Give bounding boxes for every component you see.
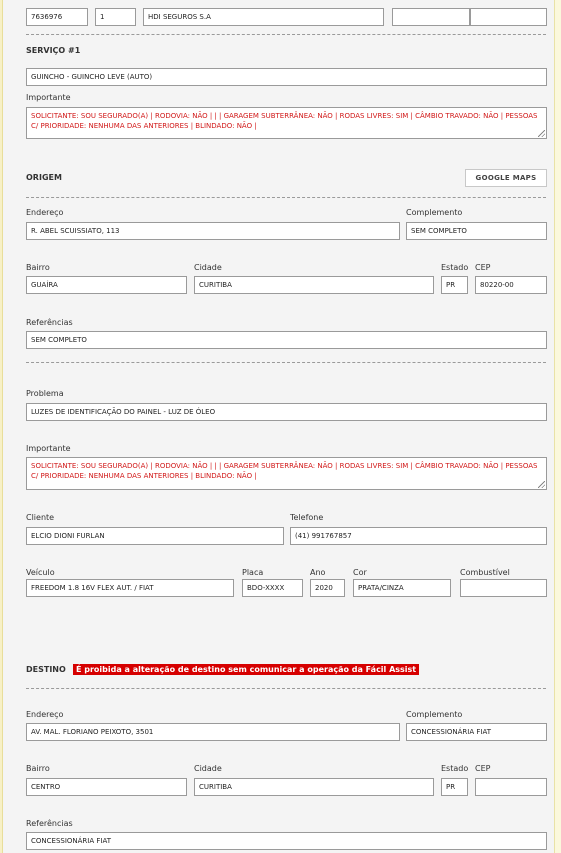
extra-field-1[interactable] [392, 8, 470, 26]
plate-label: Placa [242, 568, 264, 577]
problem-important-label: Importante [26, 444, 71, 453]
fuel-field[interactable] [460, 579, 547, 597]
destination-district-field[interactable]: CENTRO [26, 778, 187, 796]
destination-title: DESTINO [26, 665, 66, 674]
sequence-field[interactable]: 1 [95, 8, 136, 26]
destination-state-label: Estado [441, 764, 469, 773]
client-field[interactable]: ELCIO DIONI FURLAN [26, 527, 284, 545]
destination-address-field[interactable]: AV. MAL. FLORIANO PEIXOTO, 3501 [26, 723, 400, 741]
origin-references-label: Referências [26, 318, 73, 327]
fuel-label: Combustível [460, 568, 510, 577]
destination-cep-field[interactable] [475, 778, 547, 796]
origin-complement-field[interactable]: SEM COMPLETO [406, 222, 547, 240]
problem-important-textarea[interactable] [26, 457, 547, 490]
destination-state-field[interactable]: PR [441, 778, 468, 796]
service-important-textarea[interactable] [26, 107, 547, 139]
destination-references-field[interactable]: CONCESSIONÁRIA FIAT [26, 832, 547, 850]
origin-cep-field[interactable]: 80220-00 [475, 276, 547, 294]
destination-complement-label: Complemento [406, 710, 463, 719]
vehicle-field[interactable]: FREEDOM 1.8 16V FLEX AUT. / FIAT [26, 579, 234, 597]
color-field[interactable]: PRATA/CINZA [353, 579, 451, 597]
vehicle-label: Veículo [26, 568, 55, 577]
resize-grip-icon[interactable] [538, 130, 545, 137]
destination-warning-badge: É proibida a alteração de destino sem comunicar a operação da Fácil Assist [73, 664, 419, 675]
destination-city-field[interactable]: CURITIBA [194, 778, 434, 796]
color-label: Cor [353, 568, 367, 577]
origin-references-field[interactable]: SEM COMPLETO [26, 331, 547, 349]
protocol-field[interactable]: 7636976 [26, 8, 88, 26]
destination-city-label: Cidade [194, 764, 222, 773]
destination-address-label: Endereço [26, 710, 64, 719]
divider [26, 688, 546, 689]
right-border [554, 0, 561, 853]
origin-title: ORIGEM [26, 173, 62, 182]
origin-city-field[interactable]: CURITIBA [194, 276, 434, 294]
problem-important-text: SOLICITANTE: SOU SEGURADO(A) | RODOVIA: NÃO | | | GARAGEM SUBTERRÂNEA: NÃO | RODAS LIVRES: SIM | CÂMBIO TRAVADO: NÃO | PESSOAS C/ PRIORIDADE: NENHUMA DAS ANTERIORES | BLINDADO: NÃO | [31, 462, 538, 480]
origin-city-label: Cidade [194, 263, 222, 272]
client-label: Cliente [26, 513, 55, 522]
problem-label: Problema [26, 389, 64, 398]
divider [26, 362, 546, 363]
year-label: Ano [310, 568, 326, 577]
problem-field[interactable]: LUZES DE IDENTIFICAÇÃO DO PAINEL - LUZ DE ÓLEO [26, 403, 547, 421]
plate-field[interactable]: BDO-XXXX [242, 579, 303, 597]
year-field[interactable]: 2020 [310, 579, 345, 597]
destination-complement-field[interactable]: CONCESSIONÁRIA FIAT [406, 723, 547, 741]
divider [26, 34, 546, 35]
service-title: SERVIÇO #1 [26, 46, 81, 55]
destination-cep-label: CEP [475, 764, 491, 773]
service-important-text: SOLICITANTE: SOU SEGURADO(A) | RODOVIA: NÃO | | | GARAGEM SUBTERRÂNEA: NÃO | RODAS LIVRES: SIM | CÂMBIO TRAVADO: NÃO | PESSOAS C/ PRIORIDADE: NENHUMA DAS ANTERIORES | BLINDADO: NÃO | [31, 112, 538, 130]
origin-address-field[interactable]: R. ABEL SCUISSIATO, 113 [26, 222, 400, 240]
google-maps-button[interactable]: GOOGLE MAPS [465, 169, 547, 187]
service-important-label: Importante [26, 93, 71, 102]
resize-grip-icon[interactable] [538, 481, 545, 488]
insurer-field[interactable]: HDI SEGUROS S.A [143, 8, 384, 26]
left-border [0, 0, 3, 853]
phone-field[interactable]: (41) 991767857 [290, 527, 547, 545]
origin-district-field[interactable]: GUAÍRA [26, 276, 187, 294]
origin-state-label: Estado [441, 263, 469, 272]
origin-address-label: Endereço [26, 208, 64, 217]
origin-district-label: Bairro [26, 263, 50, 272]
origin-cep-label: CEP [475, 263, 491, 272]
destination-district-label: Bairro [26, 764, 50, 773]
phone-label: Telefone [290, 513, 324, 522]
origin-state-field[interactable]: PR [441, 276, 468, 294]
service-field[interactable]: GUINCHO - GUINCHO LEVE (AUTO) [26, 68, 547, 86]
origin-complement-label: Complemento [406, 208, 463, 217]
extra-field-2[interactable] [470, 8, 547, 26]
destination-references-label: Referências [26, 819, 73, 828]
divider [26, 197, 546, 198]
